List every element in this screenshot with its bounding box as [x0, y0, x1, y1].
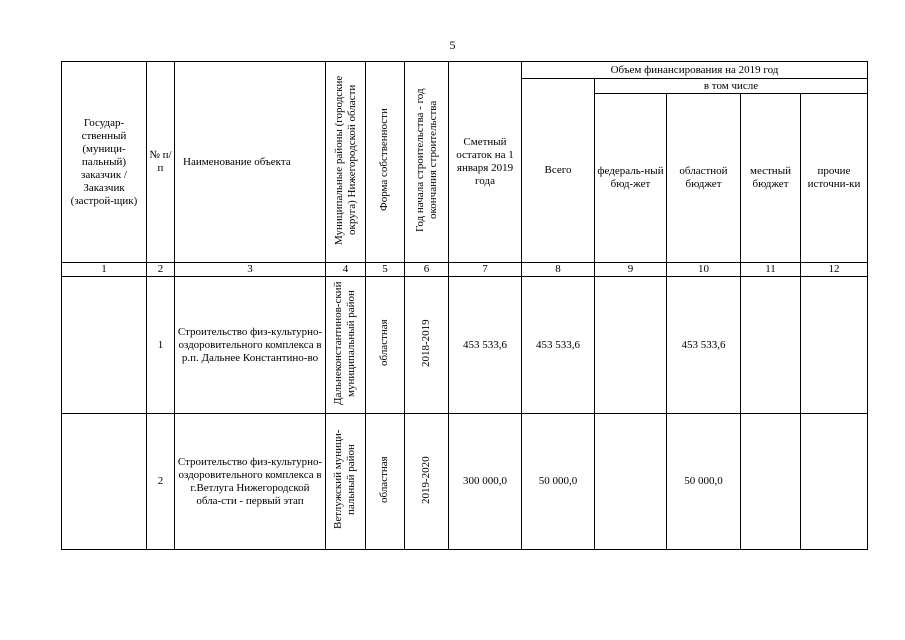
row-district: Ветлужский муници-пальный район [331, 429, 357, 530]
row-years-cell [405, 414, 449, 550]
column-number: 5 [366, 263, 405, 277]
row-total: 453 533,6 [522, 277, 595, 414]
table-row [62, 414, 868, 550]
header-districts-cell [326, 62, 366, 263]
column-number: 11 [741, 263, 801, 277]
row-district-cell [326, 277, 366, 414]
row-ownership-cell [366, 414, 405, 550]
header-ownership: Форма собственности [378, 108, 390, 212]
row-ownership: областная [378, 319, 390, 367]
header-other: прочие источни-ки [801, 94, 868, 263]
header-number: № п/п [147, 62, 175, 263]
row-years: 2019-2020 [419, 455, 432, 504]
row-customer [62, 277, 147, 414]
row-customer [62, 414, 147, 550]
row-total: 50 000,0 [522, 414, 595, 550]
row-federal [595, 277, 667, 414]
header-regional: областной бюджет [667, 94, 741, 263]
column-number: 2 [147, 263, 175, 277]
row-years: 2018-2019 [419, 319, 432, 367]
row-number: 1 [147, 277, 175, 414]
column-number: 3 [175, 263, 326, 277]
row-local [741, 277, 801, 414]
row-years-cell [405, 277, 449, 414]
column-number: 7 [449, 263, 522, 277]
row-object-name: Строительство физ-культурно-оздоровительного комплекса в р.п. Дальнее Константино-во [175, 277, 326, 414]
header-districts: Муниципальные районы (городские округа) Нижегородской области [332, 75, 358, 245]
column-number: 1 [62, 263, 147, 277]
column-number: 6 [405, 263, 449, 277]
header-including: в том числе [595, 79, 868, 94]
column-number: 9 [595, 263, 667, 277]
row-other [801, 414, 868, 550]
row-ownership-cell [366, 277, 405, 414]
column-number: 4 [326, 263, 366, 277]
header-years: Год начала строительства - год окончания строительства [413, 88, 439, 232]
header-customer: Государ-ственный (муници-пальный) заказчик / Заказчик (застрой-щик) [62, 62, 147, 263]
row-regional: 50 000,0 [667, 414, 741, 550]
header-local: местный бюджет [741, 94, 801, 263]
row-object-name: Строительство физ-культурно-оздоровительного комплекса в г.Ветлуга Нижегородской обла-сти - первый этап [175, 414, 326, 550]
row-estimate: 453 533,6 [449, 277, 522, 414]
row-estimate: 300 000,0 [449, 414, 522, 550]
header-federal: федераль-ный бюд-жет [595, 94, 667, 263]
row-other [801, 277, 868, 414]
column-number: 10 [667, 263, 741, 277]
funding-table [61, 61, 868, 550]
row-district: Дальнеконстантинов-ский муниципальный район [331, 281, 357, 405]
row-number: 2 [147, 414, 175, 550]
row-local [741, 414, 801, 550]
header-ownership-cell [366, 62, 405, 263]
header-years-cell [405, 62, 449, 263]
column-number: 12 [801, 263, 868, 277]
header-object-name: Наименование объекта [175, 62, 326, 263]
row-regional: 453 533,6 [667, 277, 741, 414]
row-district-cell [326, 414, 366, 550]
header-total: Всего [522, 79, 595, 263]
header-estimate: Сметный остаток на 1 января 2019 года [449, 62, 522, 263]
table-row [62, 277, 868, 414]
row-federal [595, 414, 667, 550]
page-number: 5 [449, 38, 456, 52]
row-ownership: областная [378, 456, 390, 503]
column-number: 8 [522, 263, 595, 277]
header-funding-volume: Объем финансирования на 2019 год [522, 62, 868, 79]
